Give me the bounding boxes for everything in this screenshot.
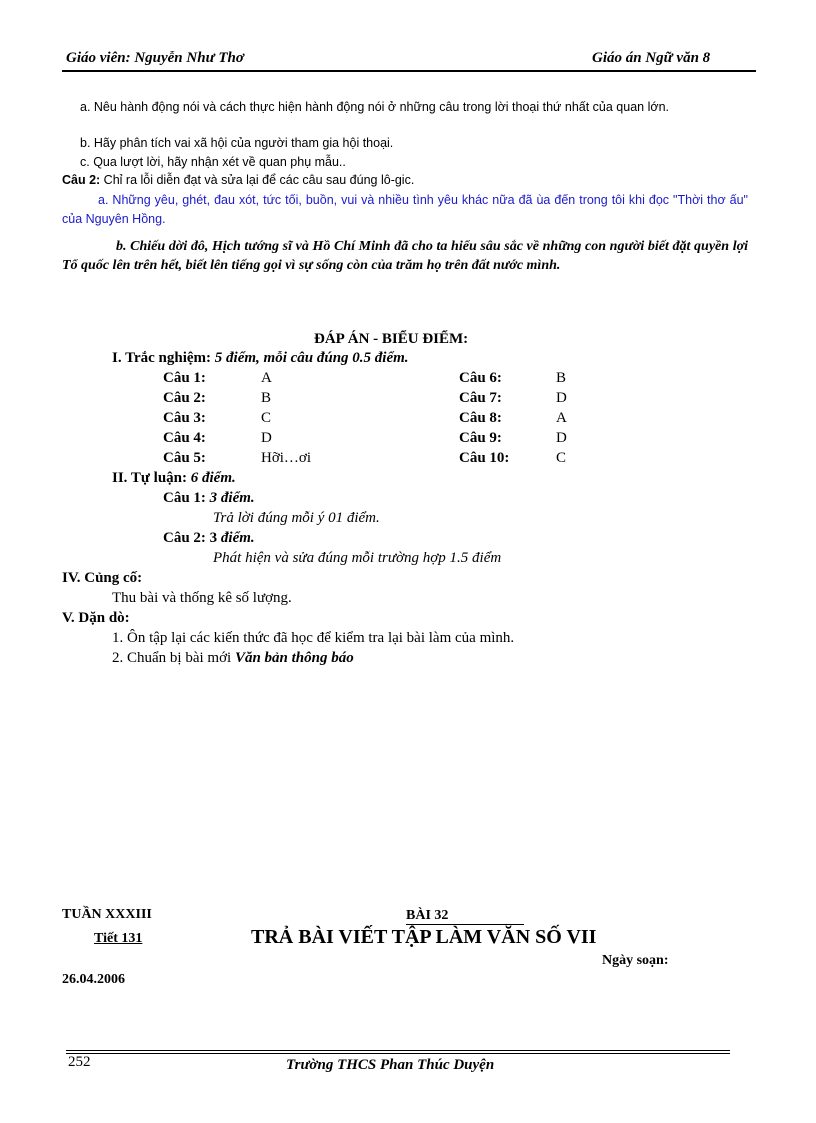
consolidation-text: Thu bài và thống kê số lượng. [112,590,292,606]
part2-heading [112,470,236,487]
header-subject: Giáo án Ngữ văn 8 [592,50,711,66]
answer-left-5-a: Hỡi…ơi [261,450,312,466]
essay-q1-heading [163,490,255,507]
page-number: 252 [68,1054,91,1070]
prep-date: 26.04.2006 [62,972,125,987]
answer-left-4-q: Câu 4: [163,430,206,446]
prep-date-label: Ngày soạn: [602,953,669,968]
question-2a: a. Những yêu, ghét, đau xót, tức tối, buồn, vui và nhiều tình yêu khác nữa đã ùa đến trong tôi khi đọc "Thời thơ ấu" của Nguyên Hồng. [62,193,748,226]
question-2b: b. Chiếu dời đô, Hịch tướng sĩ và Hồ Chí Minh đã cho ta hiểu sâu sắc về những con người biết đặt quyền lợi Tổ quốc lên trên hết, biết lên tiếng gọi vì sự sống còn của trăm họ trên đất nước mình. [62,239,748,273]
lesson-title: TRẢ BÀI VIẾT TẬP LÀM VĂN SỐ VII [251,926,597,948]
essay-q2-heading [163,530,255,547]
answer-key-title: ĐÁP ÁN - BIỂU ĐIỂM: [314,331,469,347]
answer-left-5-q: Câu 5: [163,450,206,466]
header-rule [62,70,756,72]
answer-right-9-q: Câu 9: [459,430,502,446]
question-2 [62,173,414,187]
footer-school: Trường THCS Phan Thúc Duyện [286,1057,495,1073]
part2-label: II. Tự luận: [112,470,191,486]
answer-right-8-q: Câu 8: [459,410,502,426]
question-1c: c. Qua lượt lời, hãy nhận xét về quan phụ mẫu.. [80,155,346,169]
essay-q1-label: Câu 1: [163,490,210,506]
consolidation-heading: IV. Củng cố: [62,570,143,586]
answer-right-6-a: B [556,370,567,386]
question-2-text: Chỉ ra lỗi diễn đạt và sửa lại để các câu sau đúng lô-gic. [100,173,415,187]
answer-left-2-a: B [261,390,272,406]
answer-right-9-a: D [556,430,567,446]
header-teacher: Giáo viên: Nguyễn Như Thơ [66,50,244,66]
answer-left-2-q: Câu 2: [163,390,206,406]
essay-q1-criteria: Trả lời đúng mỗi ý 01 điểm. [213,510,380,526]
period-label: Tiết 131 [94,931,143,946]
answer-right-10-a: C [556,450,567,466]
footer-rule [66,1050,730,1054]
part1-heading [112,350,409,367]
question-1a: a. Nêu hành động nói và cách thực hiện hành động nói ở những câu trong lời thoại thứ nhất của quan lớn. [80,100,669,114]
part1-score: 5 điểm, mỗi câu đúng 0.5 điểm. [214,350,409,366]
answer-left-1-q: Câu 1: [163,370,206,386]
homework-item-2-title: Văn bản thông báo [234,650,354,666]
essay-q2-score: điểm. [220,530,255,546]
essay-q1-score: 3 điểm. [209,490,255,506]
answer-right-10-q: Câu 10: [459,450,510,466]
homework-item-2 [112,650,354,667]
answer-right-8-a: A [556,410,567,426]
lesson-number: BÀI 32 [406,907,524,925]
part1-label: I. Trắc nghiệm: [112,350,215,366]
question-1b: b. Hãy phân tích vai xã hội của người tham gia hội thoại. [80,136,394,150]
part2-score: 6 điểm. [190,470,236,486]
answer-right-7-a: D [556,390,567,406]
homework-heading: V. Dặn dò: [62,610,130,626]
answer-right-6-q: Câu 6: [459,370,502,386]
homework-item-2-prefix: 2. Chuẩn bị bài mới [112,650,235,666]
answer-left-3-q: Câu 3: [163,410,206,426]
answer-left-4-a: D [261,430,272,446]
answer-left-3-a: C [261,410,272,426]
answer-right-7-q: Câu 7: [459,390,502,406]
essay-q2-criteria: Phát hiện và sửa đúng mỗi trường hợp 1.5 điểm [213,550,502,566]
week-label: TUẦN XXXIII [62,907,152,922]
answer-left-1-a: A [261,370,272,386]
essay-q2-label: Câu 2: 3 [163,530,221,546]
homework-item-1: 1. Ôn tập lại các kiến thức đã học để kiểm tra lại bài làm của mình. [112,630,515,646]
question-2-label: Câu 2: [62,173,101,187]
